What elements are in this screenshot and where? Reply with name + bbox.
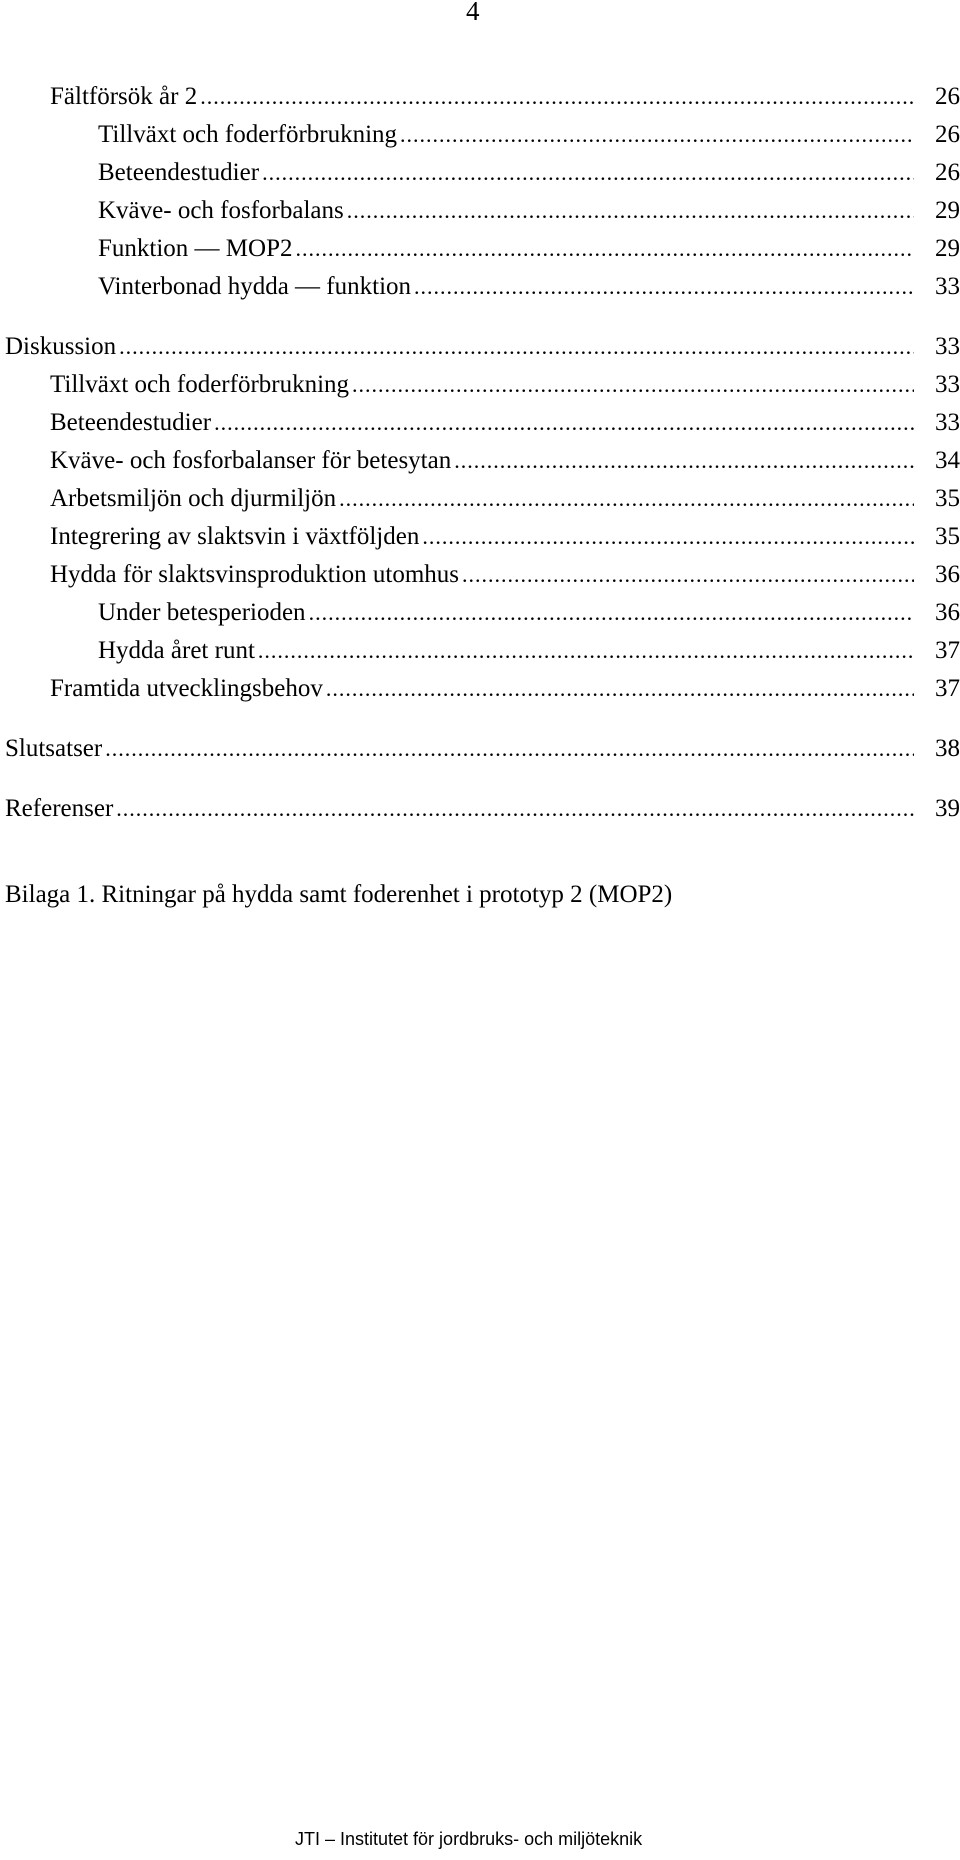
toc-entry-title: Kväve- och fosforbalans bbox=[98, 196, 347, 226]
dot-leader bbox=[414, 272, 914, 302]
toc-entry-title: Vinterbonad hydda — funktion bbox=[98, 272, 414, 302]
appendix-entry: Bilaga 1. Ritningar på hydda samt foderenhet i prototyp 2 (MOP2) bbox=[5, 881, 673, 908]
dot-leader bbox=[309, 598, 914, 628]
toc-entry[interactable] bbox=[0, 666, 960, 704]
toc-entry-title: Hydda för slaktsvinsproduktion utomhus bbox=[50, 560, 462, 590]
toc-entry[interactable] bbox=[0, 362, 960, 400]
dot-leader bbox=[116, 794, 914, 824]
page-number: 4 bbox=[466, 0, 480, 26]
table-of-contents bbox=[0, 74, 960, 824]
toc-entry-title: Hydda året runt bbox=[98, 636, 258, 666]
toc-entry-title: Fältförsök år 2 bbox=[50, 82, 200, 112]
toc-entry-title: Funktion — MOP2 bbox=[98, 234, 295, 264]
toc-entry[interactable] bbox=[0, 226, 960, 264]
dot-leader bbox=[462, 560, 914, 590]
toc-entry-title: Slutsatser bbox=[5, 734, 105, 764]
toc-entry-page: 33 bbox=[935, 273, 960, 300]
toc-entry-page: 37 bbox=[935, 637, 960, 664]
toc-entry-page: 35 bbox=[935, 523, 960, 550]
toc-entry-page: 36 bbox=[935, 599, 960, 626]
dot-leader bbox=[119, 332, 914, 362]
toc-entry-page: 34 bbox=[935, 447, 960, 474]
toc-entry[interactable] bbox=[0, 150, 960, 188]
dot-leader bbox=[295, 234, 914, 264]
toc-entry[interactable] bbox=[0, 726, 960, 764]
toc-entry-title: Tillväxt och foderförbrukning bbox=[98, 120, 400, 150]
toc-entry-page: 36 bbox=[935, 561, 960, 588]
toc-entry[interactable] bbox=[0, 438, 960, 476]
toc-entry[interactable] bbox=[0, 112, 960, 150]
toc-entry-title: Beteendestudier bbox=[98, 158, 262, 188]
toc-entry-page: 26 bbox=[935, 121, 960, 148]
toc-entry-title: Kväve- och fosforbalanser för betesytan bbox=[50, 446, 454, 476]
dot-leader bbox=[262, 158, 914, 188]
toc-entry-page: 33 bbox=[935, 333, 960, 360]
toc-entry-title: Referenser bbox=[5, 794, 116, 824]
dot-leader bbox=[214, 408, 914, 438]
toc-entry-title: Diskussion bbox=[5, 332, 119, 362]
dot-leader bbox=[200, 82, 914, 112]
toc-entry[interactable] bbox=[0, 552, 960, 590]
toc-entry-page: 37 bbox=[935, 675, 960, 702]
toc-entry-title: Tillväxt och foderförbrukning bbox=[50, 370, 352, 400]
toc-entry[interactable] bbox=[0, 786, 960, 824]
toc-entry-page: 35 bbox=[935, 485, 960, 512]
page-footer: JTI – Institutet för jordbruks- och miljöteknik bbox=[295, 1829, 643, 1849]
dot-leader bbox=[258, 636, 914, 666]
toc-entry[interactable] bbox=[0, 264, 960, 302]
toc-entry-title: Integrering av slaktsvin i växtföljden bbox=[50, 522, 422, 552]
toc-entry[interactable] bbox=[0, 476, 960, 514]
toc-entry-page: 33 bbox=[935, 371, 960, 398]
toc-entry[interactable] bbox=[0, 400, 960, 438]
dot-leader bbox=[352, 370, 914, 400]
toc-entry-page: 38 bbox=[935, 735, 960, 762]
toc-entry-page: 29 bbox=[935, 197, 960, 224]
toc-entry[interactable] bbox=[0, 590, 960, 628]
toc-entry[interactable] bbox=[0, 514, 960, 552]
toc-entry[interactable] bbox=[0, 188, 960, 226]
toc-entry[interactable] bbox=[0, 628, 960, 666]
dot-leader bbox=[347, 196, 914, 226]
toc-entry-title: Beteendestudier bbox=[50, 408, 214, 438]
toc-entry[interactable] bbox=[0, 324, 960, 362]
toc-entry-title: Arbetsmiljön och djurmiljön bbox=[50, 484, 339, 514]
dot-leader bbox=[105, 734, 914, 764]
toc-entry[interactable] bbox=[0, 74, 960, 112]
dot-leader bbox=[422, 522, 914, 552]
dot-leader bbox=[400, 120, 914, 150]
dot-leader bbox=[339, 484, 914, 514]
toc-entry-title: Under betesperioden bbox=[98, 598, 309, 628]
toc-entry-page: 29 bbox=[935, 235, 960, 262]
toc-entry-page: 33 bbox=[935, 409, 960, 436]
toc-entry-title: Framtida utvecklingsbehov bbox=[50, 674, 326, 704]
toc-entry-page: 26 bbox=[935, 83, 960, 110]
toc-entry-page: 39 bbox=[935, 795, 960, 822]
dot-leader bbox=[326, 674, 914, 704]
toc-entry-page: 26 bbox=[935, 159, 960, 186]
dot-leader bbox=[454, 446, 914, 476]
